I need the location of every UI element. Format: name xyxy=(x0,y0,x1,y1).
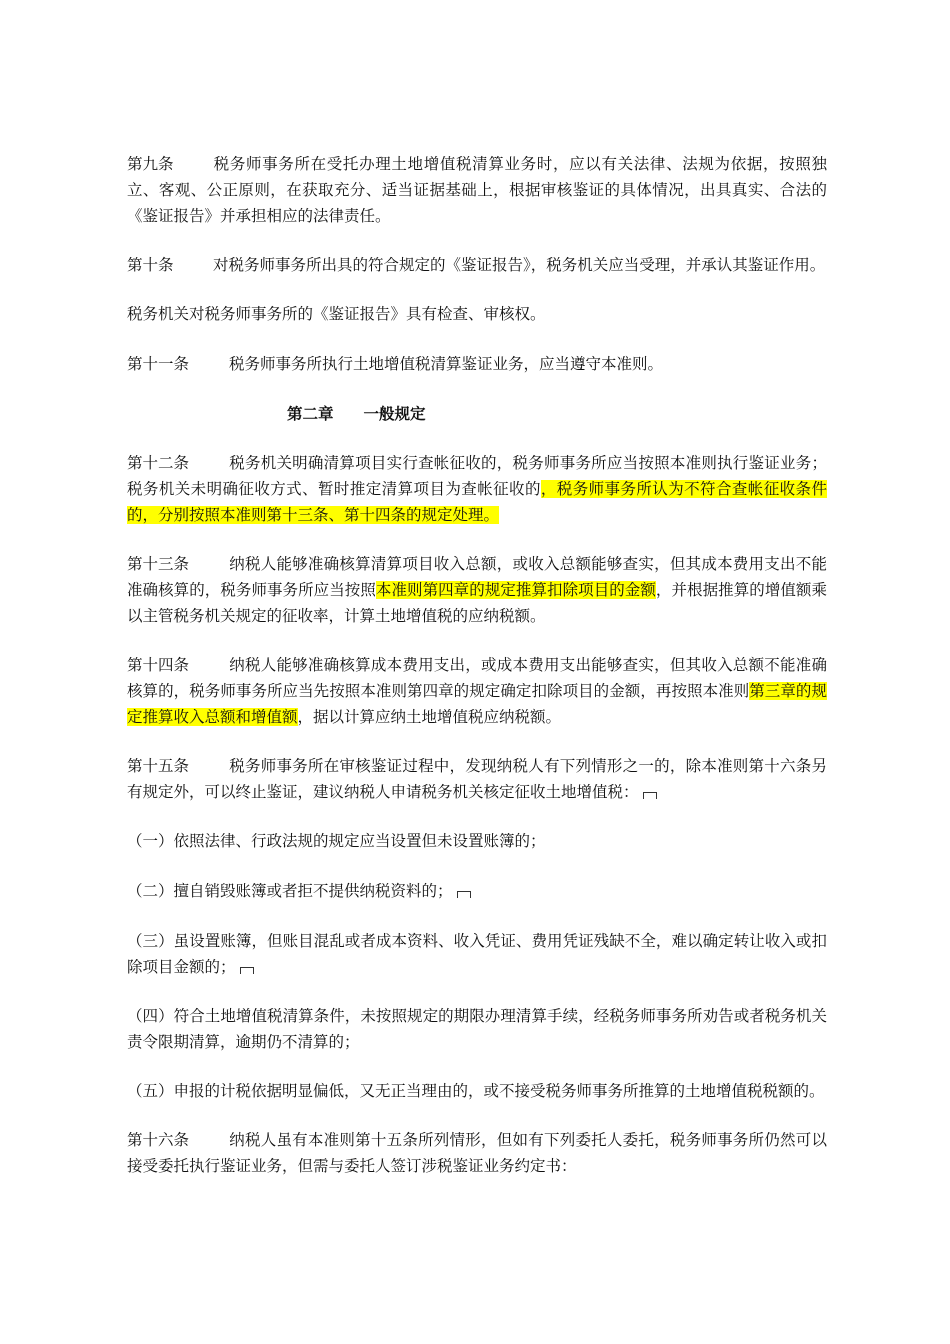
article-text-continued: ，据以计算应纳土地增值税应纳税额。 xyxy=(297,708,562,726)
article-text: 纳税人虽有本准则第十五条所列情形，但如有下列委托人委托，税务师事务所仍然可以接受委托执行鉴证业务，但需与委托人签订涉税鉴证业务约定书： xyxy=(127,1131,827,1175)
article-number: 第十一条 xyxy=(127,355,190,373)
list-item-1: （一）依照法律、行政法规的规定应当设置但未设置账簿的； xyxy=(127,832,546,850)
article-text: 对税务师事务所出具的符合规定的《鉴证报告》，税务机关应当受理，并承认其鉴证作用。 xyxy=(213,256,826,274)
document-page xyxy=(127,151,827,1202)
article-text: 税务师事务所执行土地增值税清算鉴证业务，应当遵守本准则。 xyxy=(229,355,664,373)
list-item-text: （二）擅自销毁账簿或者拒不提供纳税资料的； xyxy=(127,882,453,900)
list-item-4: （四）符合土地增值税清算条件，未按照规定的期限办理清算手续，经税务师事务所劝告或者税务机关责令限期清算，逾期仍不清算的； xyxy=(127,1007,827,1051)
paragraph-mark-icon xyxy=(643,792,657,799)
article-12 xyxy=(127,450,827,528)
article-10-paragraph-2: 税务机关对税务师事务所的《鉴证报告》具有检查、审核权。 xyxy=(127,305,546,323)
paragraph-mark-icon xyxy=(457,891,471,898)
article-text: 税务机关明确清算项目实行查帐征收的，税务师事务所应当按照本准则执行鉴证业务；税务机关未明确征收方式、暂时推定清算项目为查帐征收的 xyxy=(127,454,827,498)
article-number: 第十五条 xyxy=(127,757,190,775)
article-text: 纳税人能够准确核算清算项目收入总额，或收入总额能够查实，但其成本费用支出不能准确核算的，税务师事务所应当按照 xyxy=(127,555,827,599)
article-number: 第十三条 xyxy=(127,555,190,573)
article-number: 第十四条 xyxy=(127,656,190,674)
article-16 xyxy=(127,1127,827,1179)
list-item-text: （三）虽设置账簿，但账目混乱或者成本资料、收入凭证、费用凭证残缺不全，难以确定转让收入或扣除项目金额的； xyxy=(127,932,827,976)
article-15 xyxy=(127,753,827,805)
chapter-heading xyxy=(287,401,827,427)
article-number: 第九条 xyxy=(127,155,174,173)
article-13 xyxy=(127,551,827,629)
article-11 xyxy=(127,351,827,377)
article-text: 纳税人能够准确核算成本费用支出，或成本费用支出能够查实，但其收入总额不能准确核算的，税务师事务所应当先按照本准则第四章的规定确定扣除项目的金额，再按照本准则 xyxy=(127,656,827,700)
highlighted-text: ，税务师事务所认为不符合查帐征收条件的，分别按照本准则第十三条、第十四条的规定处理。 xyxy=(127,480,827,524)
article-text: 税务师事务所在受托办理土地增值税清算业务时，应以有关法律、法规为依据，按照独立、客观、公正原则，在获取充分、适当证据基础上，根据审核鉴证的具体情况，出具真实、合法的《鉴证报告》并承担相应的法律责任。 xyxy=(127,155,827,225)
list-item-5: （五）申报的计税依据明显偏低，又无正当理由的，或不接受税务师事务所推算的土地增值税税额的。 xyxy=(127,1082,825,1100)
article-text: 税务师事务所在审核鉴证过程中，发现纳税人有下列情形之一的，除本准则第十六条另有规定外，可以终止鉴证，建议纳税人申请税务机关核定征收土地增值税： xyxy=(127,757,827,801)
highlighted-text: 第三章的规定推算收入总额和增值额 xyxy=(127,682,827,726)
chapter-number: 第二章 xyxy=(287,404,334,423)
list-item-3 xyxy=(127,928,827,980)
highlighted-text: 本准则第四章的规定推算扣除项目的金额 xyxy=(375,581,656,599)
article-text-continued: ，并根据推算的增值额乘以主管税务机关规定的征收率，计算土地增值税的应纳税额。 xyxy=(127,581,827,625)
paragraph-mark-icon xyxy=(240,967,254,974)
article-9 xyxy=(127,151,827,229)
list-item-2 xyxy=(127,878,827,904)
article-10 xyxy=(127,252,827,278)
article-number: 第十六条 xyxy=(127,1131,190,1149)
article-number: 第十二条 xyxy=(127,454,190,472)
article-number: 第十条 xyxy=(127,256,174,274)
chapter-title: 一般规定 xyxy=(363,404,426,423)
article-14 xyxy=(127,652,827,730)
